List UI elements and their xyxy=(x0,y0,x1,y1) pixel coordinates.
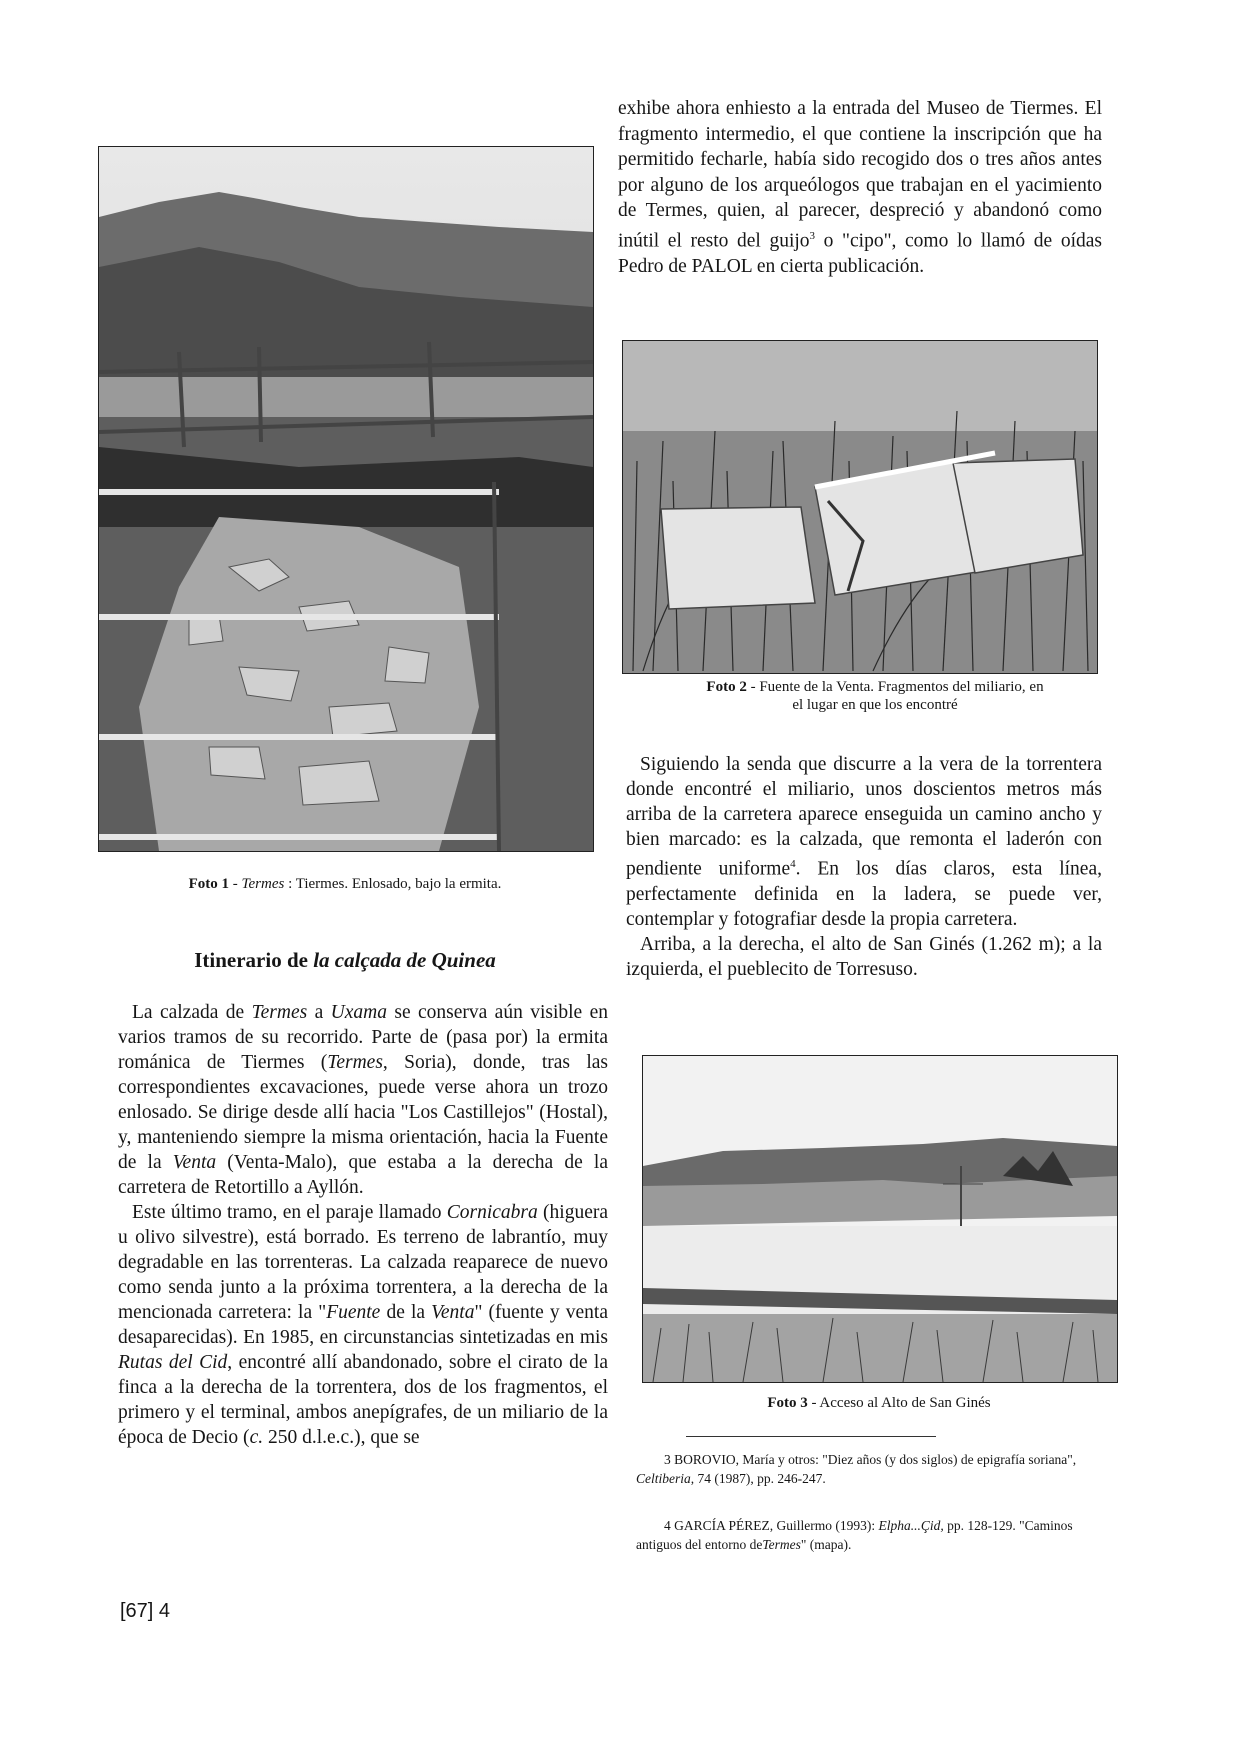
photo-1-caption: Foto 1 - Termes : Tiermes. Enlosado, bajo la ermita. xyxy=(188,876,502,892)
right-paragraph-2: Arriba, a la derecha, el alto de San Ginés (1.262 m); a la izquierda, el pueblecito de Torresuso. xyxy=(626,933,1102,980)
caption-label: Foto 3 xyxy=(767,1395,808,1411)
photo-2-fuente-de-la-venta xyxy=(622,340,1098,674)
photo-2-image xyxy=(623,341,1097,673)
right-top-text xyxy=(618,96,1102,279)
photo-1-image xyxy=(99,147,593,851)
footnote-rule xyxy=(686,1436,936,1437)
photo-2-caption: Foto 2 - Fuente de la Venta. Fragmentos del miliario, en el lugar en que los encontré xyxy=(706,679,1044,713)
right-paragraph-1: Siguiendo la senda que discurre a la vera de la torrentera donde encontré el miliario, unos doscientos metros más arriba de la carretera aparece enseguida un camino ancho y bien marcado: es la calzada, que remonta el laderón con pendiente uniforme$^4$. En los días claros, esta línea, perfectamente definida en la ladera, se puede ver, contemplar y fotografiar desde la propia carretera. xyxy=(626,754,1102,930)
caption-label: Foto 1 xyxy=(188,876,230,892)
paragraph-1: La calzada de Termes a Uxama se conserva aún visible en varios tramos de su recorrido. Parte de (pasa por) la ermita románica de Tiermes (Termes, Soria), donde, tras las correspondientes excavaciones, puede verse ahora un trozo enlosado. Se dirige desde allí hacia "Los Castillejos" (Hostal), y, manteniendo siempre la misma orientación, hacia la Fuente de la Venta (Venta-Malo), que estaba a la derecha de la carretera de Retortillo a Ayllón. xyxy=(118,1002,608,1198)
photo-3-caption: Foto 3 - Acceso al Alto de San Ginés xyxy=(767,1395,991,1411)
right-top-paragraph: exhibe ahora enhiesto a la entrada del Museo de Tiermes. El fragmento intermedio, el que contiene la inscripción que ha permitido fecharle, había sido recogido dos o tres años antes por alguno de los arqueólogos que trabajan en el yacimiento de Termes, quien, al parecer, despreció y abandonó como inútil el resto del guijo$^3$ o "cipo", como lo llamó de oídas Pedro de PALOL en cierta publicación. xyxy=(618,98,1102,277)
photo-1-tiermes-enlosado xyxy=(98,146,594,852)
section-heading: Itinerario de la calçada de Quinea xyxy=(194,948,496,972)
paragraph-2: Este último tramo, en el paraje llamado Cornicabra (higuera u olivo silvestre), está borrado. Es terreno de labrantío, muy degradable en las torrenteras. La calzada reaparece de nuevo como senda junto a la próxima torrentera, a la derecha de la mencionada carretera: la "Fuente de la Venta" (fuente y venta desaparecidas). En 1985, en circunstancias sintetizadas en mis Rutas del Cid, encontré allí abandonado, sobre el cirato de la finca a la derecha de la torrentera, dos de los fragmentos, el primero y el terminal, ambos anepígrafes, de un miliario de la época de Decio (c. 250 d.l.e.c.), que se xyxy=(118,1202,608,1448)
photo-3-alto-de-san-gines xyxy=(642,1055,1118,1383)
left-column-text xyxy=(118,1000,608,1450)
page-number: [67] 4 xyxy=(120,1600,171,1622)
right-mid-text xyxy=(626,752,1102,982)
footnote-4: 4 GARCÍA PÉREZ, Guillermo (1993): Elpha...Çid, pp. 128-129. "Caminos antiguos del entorno deTermes" (mapa). xyxy=(636,1518,1073,1552)
footnote-3: 3 BOROVIO, María y otros: "Diez años (y dos siglos) de epigrafía soriana", Celtiberia, 74 (1987), pp. 246-247. xyxy=(636,1452,1077,1486)
photo-3-image xyxy=(643,1056,1117,1382)
caption-label: Foto 2 xyxy=(706,679,747,695)
